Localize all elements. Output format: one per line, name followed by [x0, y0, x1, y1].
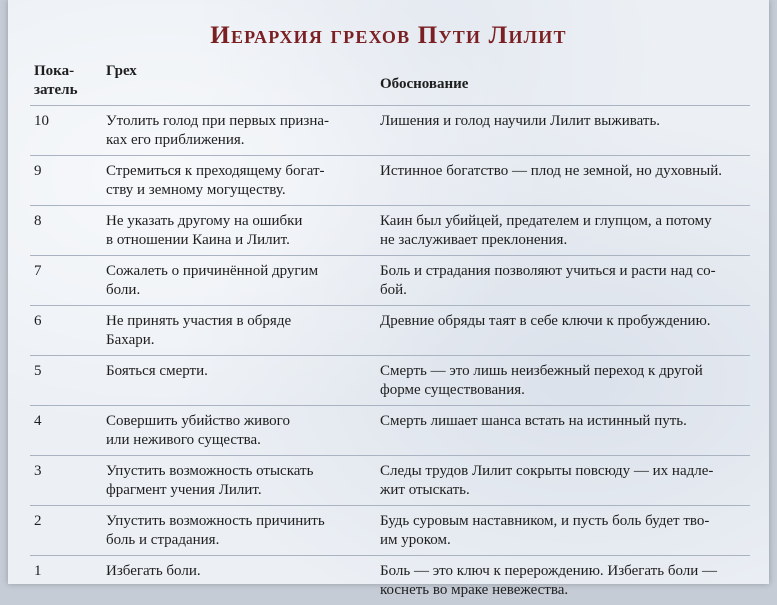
header-rank: Пока- затель — [30, 58, 102, 106]
cell-sin: Сожалеть о причинённой другим боли. — [102, 256, 376, 306]
cell-reason: Каин был убийцей, предателем и глупцом, а потому не заслуживает преклонения. — [376, 206, 750, 256]
table-row — [30, 556, 750, 605]
cell-rank: 9 — [30, 156, 102, 206]
cell-reason: Лишения и голод научили Лилит выживать. — [376, 106, 750, 156]
table-header-row — [30, 58, 750, 106]
table-row — [30, 456, 750, 506]
header-sin: Грех — [102, 58, 376, 106]
table-row — [30, 106, 750, 156]
sins-table — [30, 58, 750, 605]
cell-reason: Боль — это ключ к перерождению. Избегать боли — коснеть во мраке невежества. — [376, 556, 750, 605]
cell-rank: 1 — [30, 556, 102, 605]
cell-rank: 3 — [30, 456, 102, 506]
cell-reason: Будь суровым наставником, и пусть боль будет тво- им уроком. — [376, 506, 750, 556]
table-row — [30, 356, 750, 406]
table-row — [30, 506, 750, 556]
cell-reason: Боль и страдания позволяют учиться и расти над со- бой. — [376, 256, 750, 306]
table-row — [30, 406, 750, 456]
cell-reason: Древние обряды таят в себе ключи к пробуждению. — [376, 306, 750, 356]
cell-reason: Следы трудов Лилит сокрыты повсюду — их надле- жит отыскать. — [376, 456, 750, 506]
header-reason: Обоснование — [376, 58, 750, 106]
cell-sin: Не принять участия в обряде Бахари. — [102, 306, 376, 356]
page-title: Иерархия грехов Пути Лилит — [0, 22, 777, 50]
cell-sin: Стремиться к преходящему богат- ству и земному могуществу. — [102, 156, 376, 206]
cell-sin: Совершить убийство живого или неживого существа. — [102, 406, 376, 456]
cell-rank: 10 — [30, 106, 102, 156]
cell-rank: 2 — [30, 506, 102, 556]
table-row — [30, 156, 750, 206]
cell-sin: Упустить возможность причинить боль и страдания. — [102, 506, 376, 556]
cell-rank: 5 — [30, 356, 102, 406]
cell-sin: Избегать боли. — [102, 556, 376, 605]
table-row — [30, 256, 750, 306]
cell-sin: Упустить возможность отыскать фрагмент учения Лилит. — [102, 456, 376, 506]
cell-reason: Смерть лишает шанса встать на истинный путь. — [376, 406, 750, 456]
cell-rank: 6 — [30, 306, 102, 356]
cell-reason: Истинное богатство — плод не земной, но духовный. — [376, 156, 750, 206]
cell-rank: 4 — [30, 406, 102, 456]
cell-rank: 8 — [30, 206, 102, 256]
cell-sin: Утолить голод при первых призна- ках его приближения. — [102, 106, 376, 156]
cell-sin: Не указать другому на ошибки в отношении Каина и Лилит. — [102, 206, 376, 256]
cell-rank: 7 — [30, 256, 102, 306]
cell-reason: Смерть — это лишь неизбежный переход к другой форме существования. — [376, 356, 750, 406]
cell-sin: Бояться смерти. — [102, 356, 376, 406]
table-row — [30, 306, 750, 356]
table-row — [30, 206, 750, 256]
